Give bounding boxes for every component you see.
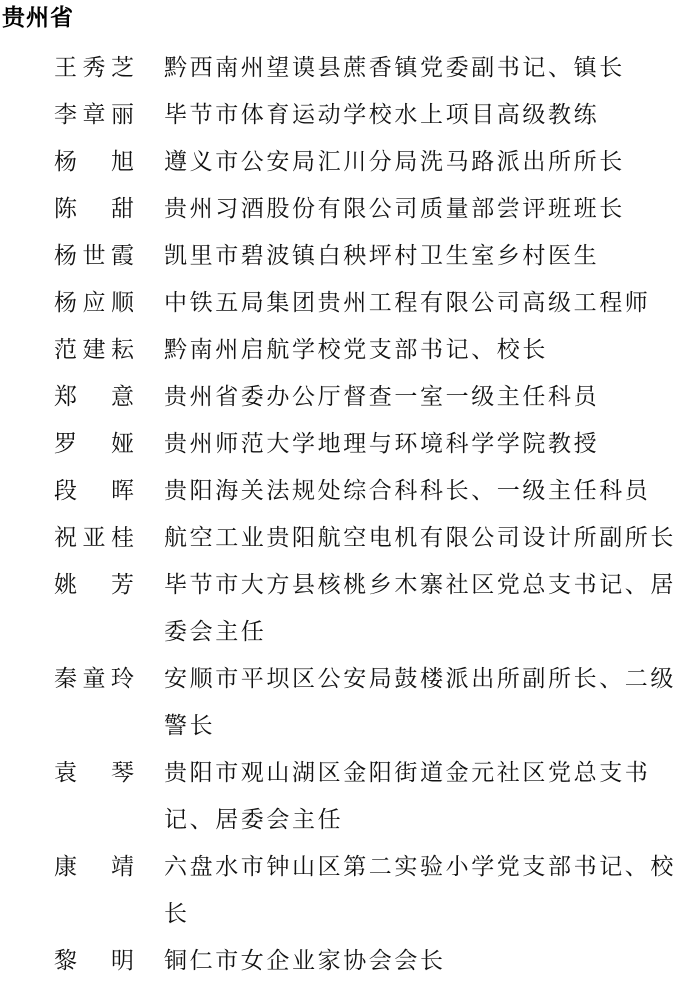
person-title: 中铁五局集团贵州工程有限公司高级工程师 (164, 290, 651, 316)
person-name: 范 建 耘 (54, 337, 134, 363)
person-title: 遵义市公安局汇川分局洗马路派出所所长 (164, 149, 625, 175)
person-name: 杨 应 顺 (54, 290, 134, 316)
person-title: 六盘水市钟山区第二实验小学党支部书记、校长 (164, 854, 676, 927)
list-item (0, 45, 700, 92)
person-name: 杨 世 霞 (54, 243, 134, 269)
person-name: 祝 亚 桂 (54, 525, 134, 551)
list-item (0, 750, 700, 844)
person-title: 黔西南州望谟县蔗香镇党委副书记、镇长 (164, 55, 625, 81)
province-heading: 贵州省 (2, 5, 74, 31)
person-title: 黔南州启航学校党支部书记、校长 (164, 337, 548, 363)
person-title: 毕节市体育运动学校水上项目高级教练 (164, 102, 600, 128)
list-item (0, 844, 700, 938)
list-item (0, 421, 700, 468)
person-title: 安顺市平坝区公安局鼓楼派出所副所长、二级警长 (164, 666, 676, 739)
list-item (0, 186, 700, 233)
person-title: 铜仁市女企业家协会会长 (164, 948, 446, 974)
person-title: 贵州师范大学地理与环境科学学院教授 (164, 431, 600, 457)
person-name: 杨 旭 (54, 149, 134, 175)
person-title: 凯里市碧波镇白秧坪村卫生室乡村医生 (164, 243, 600, 269)
list-item (0, 92, 700, 139)
person-name: 黎 明 (54, 948, 134, 974)
person-title: 贵阳市观山湖区金阳街道金元社区党总支书记、居委会主任 (164, 760, 651, 833)
list-item (0, 139, 700, 186)
person-name: 秦 童 玲 (54, 666, 134, 692)
person-name: 陈 甜 (54, 196, 134, 222)
person-name: 李 章 丽 (54, 102, 134, 128)
person-title: 贵阳海关法规处综合科科长、一级主任科员 (164, 478, 651, 504)
person-name: 罗 娅 (54, 431, 134, 457)
person-title: 毕节市大方县核桃乡木寨社区党总支书记、居委会主任 (164, 572, 676, 645)
list-item (0, 468, 700, 515)
person-title: 贵州习酒股份有限公司质量部尝评班班长 (164, 196, 625, 222)
person-title: 航空工业贵阳航空电机有限公司设计所副所长 (164, 525, 676, 551)
person-name: 郑 意 (54, 384, 134, 410)
list-item (0, 938, 700, 985)
person-name: 王 秀 芝 (54, 55, 134, 81)
person-name: 康 靖 (54, 854, 134, 880)
person-name: 段 晖 (54, 478, 134, 504)
person-name: 袁 琴 (54, 760, 134, 786)
person-name: 姚 芳 (54, 572, 134, 598)
representative-list (0, 45, 700, 985)
list-item (0, 515, 700, 562)
list-item (0, 327, 700, 374)
list-item (0, 562, 700, 656)
person-title: 贵州省委办公厅督查一室一级主任科员 (164, 384, 600, 410)
list-item (0, 374, 700, 421)
list-item (0, 233, 700, 280)
list-item (0, 280, 700, 327)
list-item (0, 656, 700, 750)
